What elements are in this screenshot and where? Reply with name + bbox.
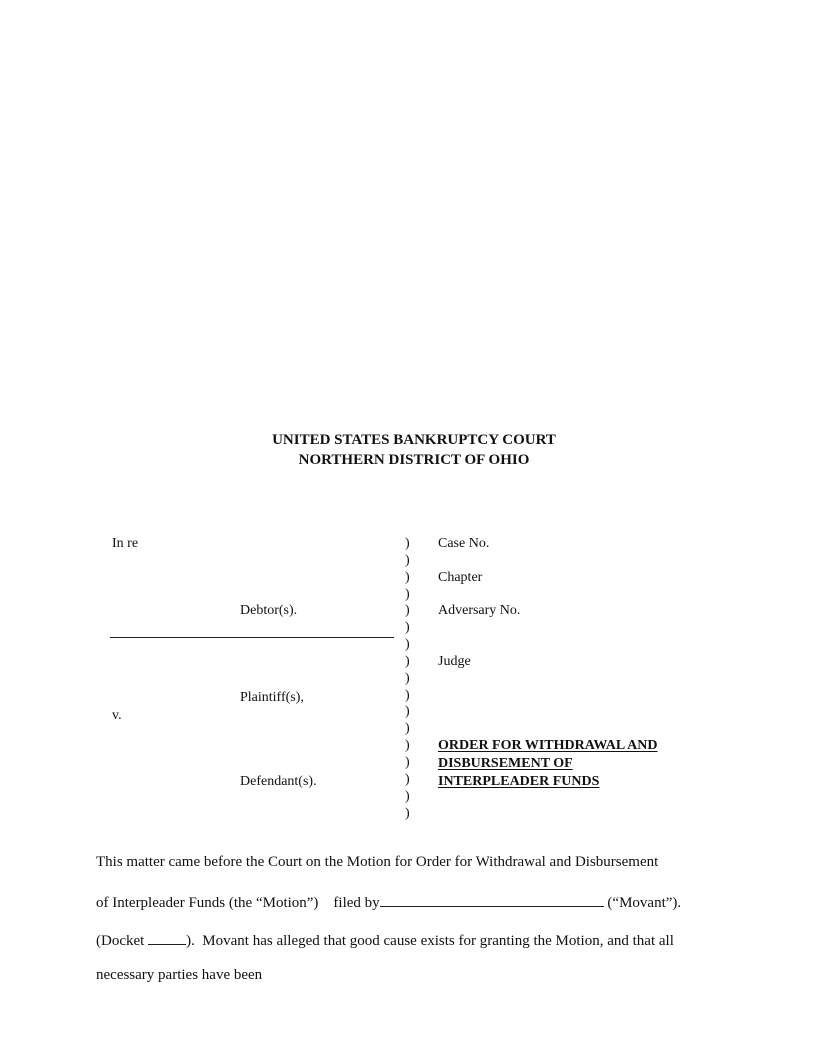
caption-paren: )	[405, 553, 410, 568]
body-line-3-start: (Docket	[96, 933, 149, 949]
movant-name-blank[interactable]	[380, 892, 604, 907]
body-line-2-start: of Interpleader Funds (the “Motion”) filed by	[96, 895, 380, 911]
court-name: UNITED STATES BANKRUPTCY COURT	[272, 432, 556, 448]
case-number-label: Case No.	[438, 536, 490, 551]
court-district: NORTHERN DISTRICT OF OHIO	[298, 452, 530, 468]
judge-label: Judge	[438, 654, 471, 669]
docket-number-blank[interactable]	[148, 930, 186, 945]
caption-paren: )	[405, 587, 410, 602]
caption-paren: )	[405, 570, 410, 585]
caption-paren: )	[405, 603, 410, 618]
body-line-3-end: ). Movant has alleged that good cause exists for granting the Motion, and that all	[186, 933, 674, 949]
caption-paren: )	[405, 772, 410, 787]
body-line-2-end: (“Movant”).	[603, 895, 682, 911]
order-title-line-3: INTERPLEADER FUNDS	[438, 774, 600, 789]
caption-paren: )	[405, 721, 410, 736]
caption-paren: )	[405, 654, 410, 669]
body-line-3	[96, 930, 674, 950]
debtor-signature-line	[110, 637, 394, 638]
defendant-label: Defendant(s).	[240, 774, 317, 789]
body-line-4: necessary parties have been	[96, 967, 263, 983]
caption-paren: )	[405, 536, 410, 551]
chapter-label: Chapter	[438, 570, 483, 585]
order-title-line-1: ORDER FOR WITHDRAWAL AND	[438, 738, 658, 753]
versus-label: v.	[112, 708, 122, 723]
plaintiff-label: Plaintiff(s),	[240, 690, 304, 705]
in-re-label: In re	[112, 536, 139, 551]
caption-paren: )	[405, 620, 410, 635]
debtor-label: Debtor(s).	[240, 603, 298, 618]
caption-paren: )	[405, 738, 410, 753]
caption-paren: )	[405, 688, 410, 703]
caption-paren: )	[405, 755, 410, 770]
order-title-line-2: DISBURSEMENT OF	[438, 756, 573, 771]
caption-paren: )	[405, 789, 410, 804]
caption-paren: )	[405, 671, 410, 686]
body-line-1: This matter came before the Court on the Motion for Order for Withdrawal and Disbursement	[96, 854, 659, 870]
caption-paren: )	[405, 704, 410, 719]
caption-paren: )	[405, 806, 410, 821]
body-line-2	[96, 892, 681, 912]
caption-paren: )	[405, 637, 410, 652]
adversary-number-label: Adversary No.	[438, 603, 521, 618]
